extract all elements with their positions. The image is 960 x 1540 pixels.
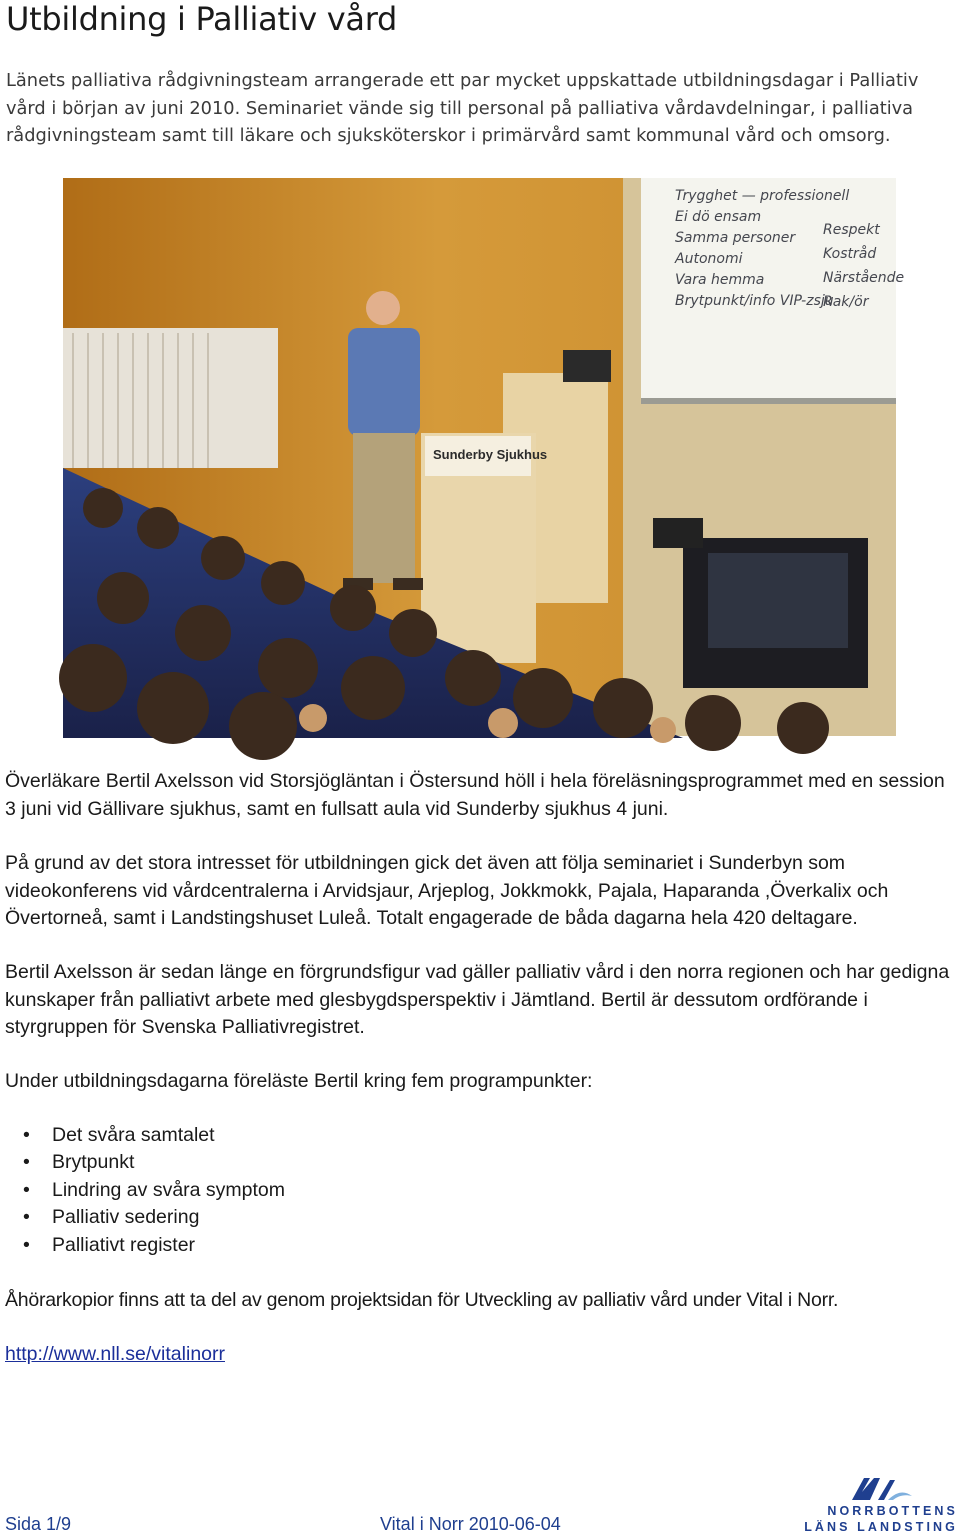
whiteboard-line: Kostråd <box>823 246 877 262</box>
podium-sign: Sunderby Sjukhus <box>433 447 548 462</box>
whiteboard-line: Respekt <box>823 222 880 238</box>
list-item-label: Brytpunkt <box>52 1151 135 1174</box>
footer-date: Vital i Norr 2010-06-04 <box>380 1514 561 1534</box>
list-item <box>5 1204 285 1231</box>
lecturer-paragraph: Bertil Axelsson är sedan länge en förgrundsfigur vad gäller palliativ vård i den norra regionen och har gedigna kunskaper från palliativt arbete med glesbygdsperspektiv i Jämtland. Bertil är dessutom ordförande i styrgruppen för Svenska Palliativregistret. <box>5 961 950 1038</box>
list-item <box>5 1232 285 1259</box>
bullet: • <box>23 1151 30 1174</box>
list-item-label: Palliativt register <box>52 1233 196 1256</box>
logo-line-1: NORRBOTTENS <box>827 1504 958 1518</box>
logo-line-2: LÄNS LANDSTING <box>804 1520 958 1534</box>
whiteboard-line: Rak/ör <box>823 294 869 310</box>
page-number: Sida 1/9 <box>5 1514 72 1534</box>
list-item <box>5 1122 285 1149</box>
list-item-label: Palliativ sedering <box>52 1206 200 1229</box>
program-intro: Under utbildningsdagarna föreläste Bertil kring fem programpunkter: <box>5 1070 593 1092</box>
bullet: • <box>23 1178 30 1201</box>
program-list <box>5 1122 285 1259</box>
photo-caption: Överläkare Bertil Axelsson vid Storsjögläntan i Östersund höll i hela föreläsningsprogrammet med en session 3 juni vid Gällivare sjukhus, samt en fullsatt aula vid Sunderby sjukhus 4 juni. <box>5 770 945 820</box>
page-title: Utbildning i Palliativ vård <box>6 0 398 38</box>
intro-paragraph: Länets palliativa rådgivningsteam arrangerade ett par mycket uppskattade utbildningsdagar i Palliativ vård i början av juni 2010. Seminariet vände sig till personal på palliativa vårdavdelningar, i palliativa rådgivningsteam samt till läkare och sjuksköterskor i primärvård samt kommunal vård och omsorg. <box>6 70 919 146</box>
lecture-photo <box>63 178 905 736</box>
whiteboard-line: Trygghet — professionell <box>675 188 850 204</box>
whiteboard-line: Samma personer <box>675 230 796 246</box>
whiteboard-line: Vara hemma <box>675 272 765 288</box>
logo-icon <box>800 1474 958 1504</box>
list-item <box>5 1177 285 1204</box>
whiteboard-line: Brytpunkt/info VIP-zsju <box>675 293 834 309</box>
vital-i-norr-link[interactable]: http://www.nll.se/vitalinorr <box>5 1343 225 1365</box>
whiteboard-right-column <box>823 218 905 314</box>
handouts-paragraph: Åhörarkopior finns att ta del av genom projektsidan för Utveckling av palliativ vård under Vital i Norr. <box>5 1289 839 1311</box>
list-item-label: Lindring av svåra symptom <box>52 1178 286 1201</box>
whiteboard-line: Närstående <box>823 270 905 286</box>
lecturer-figure <box>343 291 423 590</box>
norrbottens-lans-landsting-logo <box>800 1474 958 1536</box>
videoconference-paragraph: På grund av det stora intresset för utbildningen gick det även att följa seminariet i Sunderbyn som videokonferens vid vårdcentralerna i Arvidsjaur, Arjeplog, Jokkmokk, Pajala, Haparanda ,Överkalix och Övertorneå, samt i Landstingshuset Luleå. Totalt engagerade de båda dagarna hela 420 deltagare. <box>5 852 889 929</box>
list-item <box>5 1149 285 1176</box>
whiteboard-line: Autonomi <box>675 251 743 267</box>
bullet: • <box>23 1206 30 1229</box>
whiteboard-line: Ei dö ensam <box>675 209 762 225</box>
list-item-label: Det svåra samtalet <box>52 1124 215 1146</box>
bullet: • <box>23 1124 30 1146</box>
bullet: • <box>23 1233 30 1256</box>
